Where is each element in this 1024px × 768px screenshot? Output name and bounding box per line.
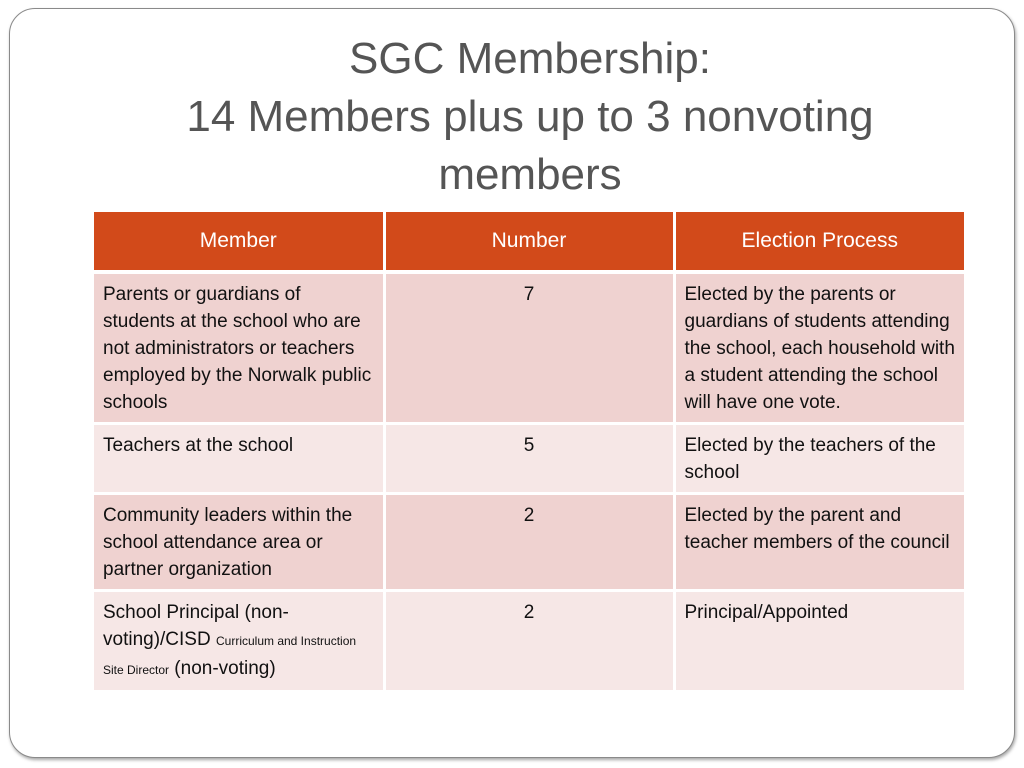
table-row — [94, 591, 964, 692]
cell-number: 2 — [384, 494, 674, 591]
member-text-part1: School Principal (non-voting)/CISD — [103, 602, 289, 650]
cell-member: Community leaders within the school attendance area or partner organization — [94, 494, 384, 591]
table-row — [94, 272, 964, 424]
header-number: Number — [384, 212, 674, 272]
cell-election-process: Elected by the parent and teacher members of the council — [674, 494, 964, 591]
member-text-small: Curriculum and Instruction Site Director — [103, 634, 357, 677]
title-line-2: 14 Members plus up to 3 nonvoting — [186, 92, 874, 141]
member-text-part2: (non-voting) — [169, 658, 276, 679]
table-header-row — [94, 212, 964, 272]
table-row — [94, 494, 964, 591]
cell-election-process: Elected by the parents or guardians of students attending the school, each household with a student attending the school will have one vote. — [674, 272, 964, 424]
title-line-1: SGC Membership: — [349, 34, 711, 83]
cell-member: Parents or guardians of students at the school who are not administrators or teachers employed by the Norwalk public schools — [94, 272, 384, 424]
cell-member: Teachers at the school — [94, 424, 384, 494]
slide-title — [100, 30, 960, 204]
header-member: Member — [94, 212, 384, 272]
header-election-process: Election Process — [674, 212, 964, 272]
table-row — [94, 424, 964, 494]
cell-number: 5 — [384, 424, 674, 494]
cell-member — [94, 591, 384, 692]
cell-election-process: Principal/Appointed — [674, 591, 964, 692]
cell-number: 2 — [384, 591, 674, 692]
title-line-3: members — [438, 150, 622, 199]
membership-table — [94, 212, 964, 693]
cell-number: 7 — [384, 272, 674, 424]
cell-election-process: Elected by the teachers of the school — [674, 424, 964, 494]
